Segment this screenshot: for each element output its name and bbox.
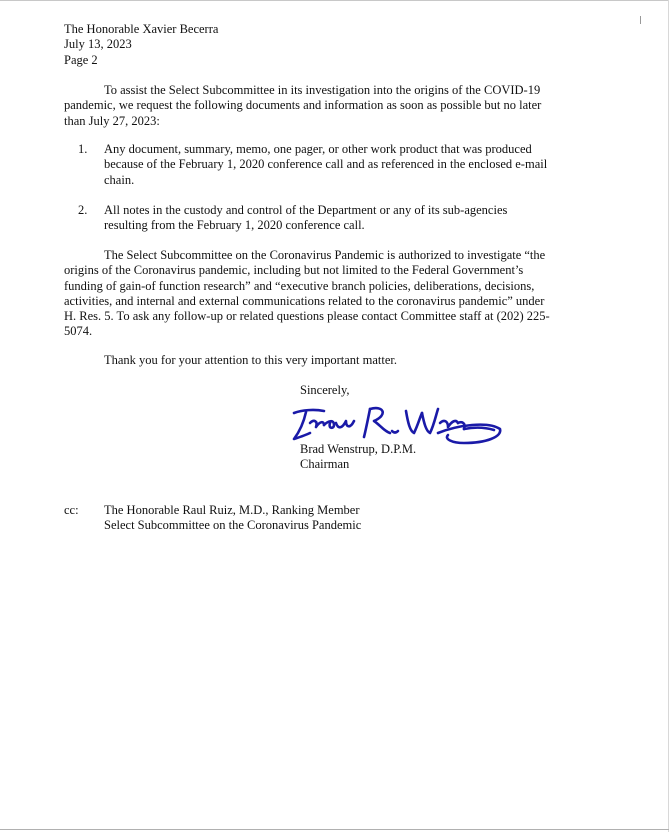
closing-salutation: Sincerely,: [300, 383, 350, 397]
closing-paragraph: [64, 353, 574, 368]
paragraph-line: To assist the Select Subcommittee in its investigation into the origins of the COVID-19: [104, 83, 541, 97]
request-text: [104, 203, 584, 234]
letter-date: July 13, 2023: [64, 37, 132, 52]
paragraph-line: pandemic, we request the following documents and information as soon as possible but no later: [64, 98, 542, 113]
paragraph-line: 5074.: [64, 324, 93, 339]
recipient-name: The Honorable Xavier Becerra: [64, 22, 219, 36]
bottom-border: [0, 829, 669, 830]
request-line: because of the February 1, 2020 conference call and as referenced in the enclosed e-mail: [104, 157, 548, 172]
cc-line: The Honorable Raul Ruiz, M.D., Ranking Member: [104, 503, 360, 517]
request-line: resulting from the February 1, 2020 conference call.: [104, 218, 365, 233]
intro-paragraph: [64, 83, 574, 129]
signer-name: Brad Wenstrup, D.P.M.: [300, 442, 417, 456]
letter-header: [64, 22, 218, 68]
request-text: [104, 142, 584, 188]
signer-title: Chairman: [300, 457, 350, 471]
paragraph-line: The Select Subcommittee on the Coronavirus Pandemic is authorized to investigate “the: [104, 248, 546, 262]
paragraph-line: Thank you for your attention to this very important matter.: [104, 353, 397, 367]
cc-label: cc:: [64, 503, 79, 517]
paragraph-line: H. Res. 5. To ask any follow-up or related questions please contact Committee staff at (202) 225-: [64, 309, 550, 324]
request-number: 2.: [78, 203, 88, 217]
request-line: chain.: [104, 172, 135, 187]
cc-line: Select Subcommittee on the Coronavirus Pandemic: [104, 518, 362, 533]
top-border: [0, 0, 669, 1]
request-line: All notes in the custody and control of the Department or any of its sub-agencies: [104, 203, 508, 217]
edge-mark: [640, 16, 641, 24]
paragraph-line: than July 27, 2023:: [64, 113, 160, 128]
page-number: Page 2: [64, 52, 98, 67]
request-line: Any document, summary, memo, one pager, or other work product that was produced: [104, 142, 532, 156]
cc-recipients: [104, 503, 361, 534]
request-number: 1.: [78, 142, 88, 156]
paragraph-line: origins of the Coronavirus pandemic, including but not limited to the Federal Government’s: [64, 263, 524, 278]
paragraph-line: activities, and internal and external communications related to the coronavirus pandemic” under: [64, 293, 545, 308]
authority-paragraph: [64, 248, 574, 340]
paragraph-line: funding of gain-of function research” and “executive branch policies, deliberations, decisions,: [64, 278, 535, 293]
